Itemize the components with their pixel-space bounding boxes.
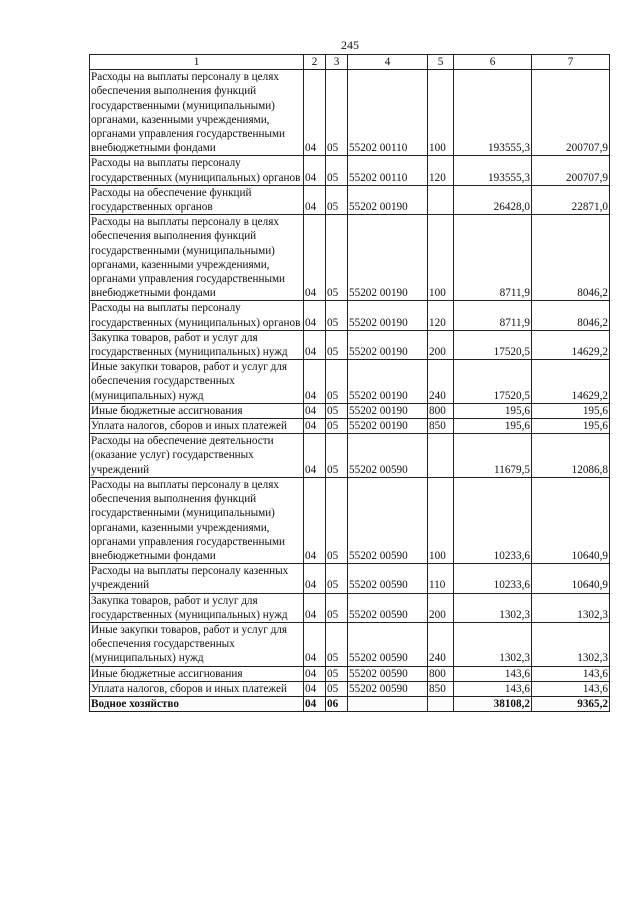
target-article-cell: 55202 00190: [348, 330, 428, 359]
section-code-cell: 04: [304, 434, 326, 478]
expense-type-cell: 850: [428, 419, 454, 434]
expense-name-cell: Закупка товаров, работ и услуг для государственных (муниципальных) нужд: [90, 593, 304, 622]
section-code-cell: 04: [304, 666, 326, 681]
amount-year1-cell: 10233,6: [454, 477, 532, 563]
amount-year1-cell: 8711,9: [454, 215, 532, 301]
target-article-cell: 55202 00590: [348, 681, 428, 696]
table-row: [90, 681, 610, 696]
expense-type-cell: [428, 185, 454, 214]
amount-year2-cell: 10640,9: [532, 564, 610, 593]
table-row: [90, 330, 610, 359]
amount-year1-cell: 143,6: [454, 666, 532, 681]
amount-year1-cell: 10233,6: [454, 564, 532, 593]
amount-year2-cell: 200707,9: [532, 156, 610, 185]
expense-name-cell: Расходы на выплаты персоналу казенных учреждений: [90, 564, 304, 593]
expense-name-cell: Водное хозяйство: [90, 696, 304, 711]
expense-type-cell: 850: [428, 681, 454, 696]
table-row: [90, 156, 610, 185]
expense-type-cell: [428, 696, 454, 711]
target-article-cell: 55202 00590: [348, 477, 428, 563]
expense-name-cell: Закупка товаров, работ и услуг для государственных (муниципальных) нужд: [90, 330, 304, 359]
expense-type-cell: 240: [428, 360, 454, 404]
subsection-code-cell: 05: [326, 681, 348, 696]
subsection-code-cell: 06: [326, 696, 348, 711]
budget-table: [89, 54, 610, 712]
column-header: 3: [326, 55, 348, 70]
target-article-cell: 55202 00590: [348, 434, 428, 478]
section-code-cell: 04: [304, 681, 326, 696]
amount-year1-cell: 38108,2: [454, 696, 532, 711]
page-number: 245: [341, 38, 359, 52]
section-code-cell: 04: [304, 696, 326, 711]
section-code-cell: 04: [304, 622, 326, 666]
expense-name-cell: Расходы на выплаты персоналу в целях обеспечения выполнения функций государственными (муниципальными) органами, казенными учреждениями, органами управления государственными внебюджетными фондами: [90, 215, 304, 301]
section-code-cell: 04: [304, 477, 326, 563]
expense-type-cell: 110: [428, 564, 454, 593]
expense-type-cell: 240: [428, 622, 454, 666]
subsection-code-cell: 05: [326, 301, 348, 330]
expense-name-cell: Расходы на выплаты персоналу государственных (муниципальных) органов: [90, 156, 304, 185]
expense-type-cell: 100: [428, 215, 454, 301]
expense-type-cell: 120: [428, 301, 454, 330]
expense-type-cell: 800: [428, 666, 454, 681]
amount-year1-cell: 17520,5: [454, 360, 532, 404]
amount-year1-cell: 195,6: [454, 419, 532, 434]
expense-name-cell: Уплата налогов, сборов и иных платежей: [90, 419, 304, 434]
subsection-code-cell: 05: [326, 330, 348, 359]
subsection-code-cell: 05: [326, 185, 348, 214]
expense-name-cell: Иные закупки товаров, работ и услуг для обеспечения государственных (муниципальных) нужд: [90, 622, 304, 666]
column-header: 5: [428, 55, 454, 70]
expense-type-cell: 800: [428, 403, 454, 418]
amount-year1-cell: 193555,3: [454, 156, 532, 185]
subsection-code-cell: 05: [326, 564, 348, 593]
table-row: [90, 434, 610, 478]
section-code-cell: 04: [304, 185, 326, 214]
table-header-row: [90, 55, 610, 70]
expense-name-cell: Расходы на выплаты персоналу в целях обеспечения выполнения функций государственными (муниципальными) органами, казенными учреждениями, органами управления государственными внебюджетными фондами: [90, 477, 304, 563]
target-article-cell: 55202 00190: [348, 403, 428, 418]
target-article-cell: 55202 00110: [348, 70, 428, 156]
amount-year2-cell: 14629,2: [532, 330, 610, 359]
target-article-cell: 55202 00190: [348, 185, 428, 214]
amount-year1-cell: 195,6: [454, 403, 532, 418]
table-row: [90, 403, 610, 418]
expense-type-cell: 200: [428, 593, 454, 622]
amount-year1-cell: 17520,5: [454, 330, 532, 359]
expense-type-cell: 200: [428, 330, 454, 359]
target-article-cell: 55202 00590: [348, 666, 428, 681]
section-code-cell: 04: [304, 564, 326, 593]
table-row: [90, 185, 610, 214]
expense-name-cell: Иные закупки товаров, работ и услуг для обеспечения государственных (муниципальных) нужд: [90, 360, 304, 404]
amount-year2-cell: 22871,0: [532, 185, 610, 214]
column-header: 7: [532, 55, 610, 70]
expense-type-cell: 100: [428, 70, 454, 156]
amount-year1-cell: 26428,0: [454, 185, 532, 214]
expense-type-cell: 120: [428, 156, 454, 185]
amount-year2-cell: 12086,8: [532, 434, 610, 478]
expense-name-cell: Уплата налогов, сборов и иных платежей: [90, 681, 304, 696]
subsection-code-cell: 05: [326, 419, 348, 434]
target-article-cell: 55202 00190: [348, 215, 428, 301]
table-row: [90, 666, 610, 681]
target-article-cell: 55202 00110: [348, 156, 428, 185]
column-header: 6: [454, 55, 532, 70]
target-article-cell: 55202 00590: [348, 622, 428, 666]
target-article-cell: 55202 00590: [348, 564, 428, 593]
expense-name-cell: Расходы на выплаты персоналу государственных (муниципальных) органов: [90, 301, 304, 330]
amount-year1-cell: 143,6: [454, 681, 532, 696]
column-header: 1: [90, 55, 304, 70]
amount-year2-cell: 8046,2: [532, 215, 610, 301]
table-row: [90, 622, 610, 666]
expense-name-cell: Иные бюджетные ассигнования: [90, 403, 304, 418]
table-row: [90, 70, 610, 156]
table-row: [90, 360, 610, 404]
target-article-cell: [348, 696, 428, 711]
subsection-code-cell: 05: [326, 360, 348, 404]
amount-year2-cell: 9365,2: [532, 696, 610, 711]
section-code-cell: 04: [304, 403, 326, 418]
amount-year1-cell: 1302,3: [454, 593, 532, 622]
table-row: [90, 477, 610, 563]
subsection-code-cell: 05: [326, 434, 348, 478]
expense-type-cell: 100: [428, 477, 454, 563]
amount-year2-cell: 195,6: [532, 419, 610, 434]
amount-year1-cell: 1302,3: [454, 622, 532, 666]
section-code-cell: 04: [304, 593, 326, 622]
amount-year1-cell: 8711,9: [454, 301, 532, 330]
table-row: [90, 301, 610, 330]
amount-year1-cell: 11679,5: [454, 434, 532, 478]
section-code-cell: 04: [304, 215, 326, 301]
amount-year2-cell: 8046,2: [532, 301, 610, 330]
subsection-code-cell: 05: [326, 622, 348, 666]
expense-name-cell: Иные бюджетные ассигнования: [90, 666, 304, 681]
amount-year2-cell: 1302,3: [532, 622, 610, 666]
amount-year2-cell: 143,6: [532, 681, 610, 696]
table-row: [90, 419, 610, 434]
subsection-code-cell: 05: [326, 215, 348, 301]
subsection-code-cell: 05: [326, 70, 348, 156]
expense-name-cell: Расходы на обеспечение функций государственных органов: [90, 185, 304, 214]
amount-year2-cell: 143,6: [532, 666, 610, 681]
expense-type-cell: [428, 434, 454, 478]
column-header: 4: [348, 55, 428, 70]
table-row: [90, 696, 610, 711]
subsection-code-cell: 05: [326, 156, 348, 185]
subsection-code-cell: 05: [326, 666, 348, 681]
section-code-cell: 04: [304, 70, 326, 156]
expense-name-cell: Расходы на обеспечение деятельности (оказание услуг) государственных учреждений: [90, 434, 304, 478]
target-article-cell: 55202 00190: [348, 360, 428, 404]
amount-year1-cell: 193555,3: [454, 70, 532, 156]
section-code-cell: 04: [304, 156, 326, 185]
target-article-cell: 55202 00190: [348, 301, 428, 330]
table-row: [90, 564, 610, 593]
subsection-code-cell: 05: [326, 403, 348, 418]
target-article-cell: 55202 00590: [348, 593, 428, 622]
section-code-cell: 04: [304, 419, 326, 434]
subsection-code-cell: 05: [326, 477, 348, 563]
table-row: [90, 215, 610, 301]
section-code-cell: 04: [304, 360, 326, 404]
expense-name-cell: Расходы на выплаты персоналу в целях обеспечения выполнения функций государственными (муниципальными) органами, казенными учреждениями, органами управления государственными внебюджетными фондами: [90, 70, 304, 156]
amount-year2-cell: 10640,9: [532, 477, 610, 563]
section-code-cell: 04: [304, 330, 326, 359]
amount-year2-cell: 1302,3: [532, 593, 610, 622]
target-article-cell: 55202 00190: [348, 419, 428, 434]
column-header: 2: [304, 55, 326, 70]
amount-year2-cell: 195,6: [532, 403, 610, 418]
section-code-cell: 04: [304, 301, 326, 330]
table-row: [90, 593, 610, 622]
amount-year2-cell: 200707,9: [532, 70, 610, 156]
amount-year2-cell: 14629,2: [532, 360, 610, 404]
subsection-code-cell: 05: [326, 593, 348, 622]
